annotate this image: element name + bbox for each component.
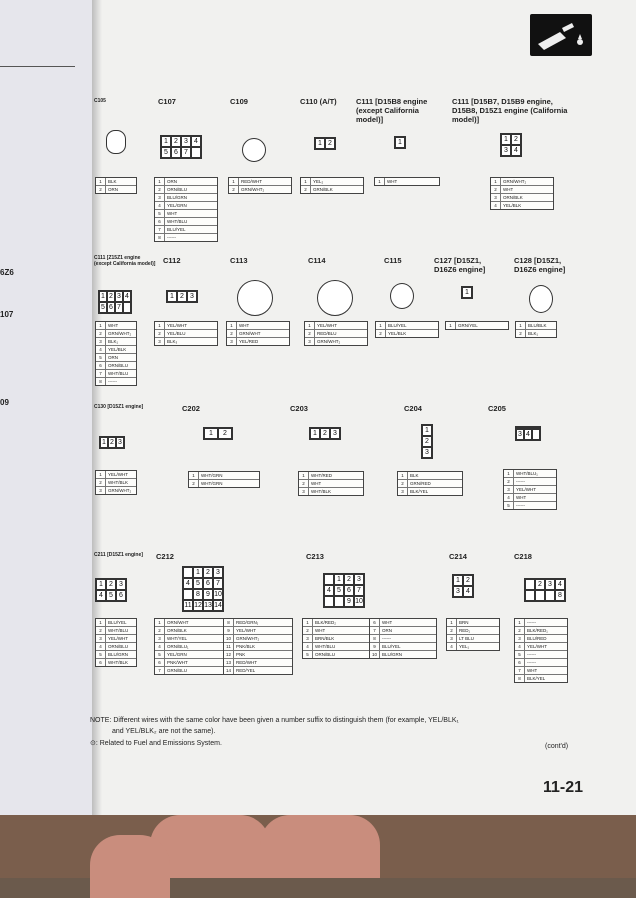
c202-wire-table bbox=[188, 471, 260, 488]
table-row: 13 RED/WHT bbox=[224, 659, 292, 667]
c218-connector: 2 3 4 8 bbox=[524, 578, 566, 602]
c112-title: C112 bbox=[163, 256, 181, 265]
c115-title: C115 bbox=[384, 256, 402, 265]
table-row: 3 YEL/WHT bbox=[96, 635, 136, 643]
table-row: 9 BLU/YEL bbox=[370, 643, 436, 651]
left-page-label-2: 107 bbox=[0, 310, 14, 319]
table-row: 2 YEL/BLU bbox=[155, 330, 217, 338]
table-row: 6 WHT/BLU bbox=[155, 218, 217, 226]
table-row: 1 ------ bbox=[515, 619, 567, 627]
table-row: 1 BRN bbox=[447, 619, 499, 627]
table-row: 4 WHT/BLU bbox=[303, 643, 369, 651]
c211-connector: 1 2 3 4 5 6 bbox=[95, 578, 127, 602]
table-row: 11 PNK/BLK bbox=[224, 643, 292, 651]
note-line-2: and YEL/BLK₂ are not the same). bbox=[112, 728, 216, 735]
table-row: 2 GRN/WHT₂ bbox=[96, 330, 136, 338]
table-row: 3 BLU/RED bbox=[515, 635, 567, 643]
c115-wire-table bbox=[375, 321, 439, 338]
c211-wire-table bbox=[95, 618, 137, 667]
table-row: 2 WHT/BLK bbox=[96, 479, 136, 487]
table-row: 2 RED/BLU bbox=[305, 330, 367, 338]
c128-connector bbox=[529, 285, 553, 313]
c218-wire-table bbox=[514, 618, 568, 683]
table-row: 4 ORN/BLU bbox=[96, 643, 136, 651]
table-row: 1 GRN/YEL bbox=[446, 322, 508, 329]
table-row: 2 BLK₁ bbox=[516, 330, 556, 337]
table-row: 1 BLK bbox=[96, 178, 136, 186]
c128-title: C128 [D15Z1, D16Z6 engine] bbox=[514, 256, 566, 274]
table-row: 1 WHT bbox=[375, 178, 439, 185]
c130-title: C130 [D15Z1 engine] bbox=[94, 404, 144, 410]
table-row: 3 YEL/WHT bbox=[504, 486, 556, 494]
left-page-rule bbox=[0, 66, 75, 67]
table-row: 2 GRN/RED bbox=[398, 480, 462, 488]
c211-title: C211 [D15Z1 engine] bbox=[94, 552, 143, 558]
table-row: 8 ------ bbox=[155, 234, 217, 241]
table-row: 5 YEL/GRN bbox=[155, 651, 223, 659]
table-row: 6 WHT/BLK bbox=[96, 659, 136, 666]
table-row: 8 ------ bbox=[370, 635, 436, 643]
table-row: 3 BRN/BLK bbox=[303, 635, 369, 643]
table-row: 7 GRN/BLU bbox=[155, 667, 223, 674]
table-row: 3 BLU/GRN bbox=[155, 194, 217, 202]
table-row: 1 YEL₂ bbox=[301, 178, 363, 186]
table-row: 8 ------ bbox=[96, 378, 136, 385]
table-row: 1 BLU/YEL bbox=[96, 619, 136, 627]
c203-title: C203 bbox=[290, 404, 308, 413]
table-row: 3 ORN/BLK bbox=[491, 194, 553, 202]
note-line-1: NOTE: Different wires with the same color have been given a number suffix to distinguish them (for example, YEL/BLK₁ bbox=[90, 717, 459, 724]
finger-shape bbox=[90, 835, 170, 898]
table-row: 1 YEL/WHT bbox=[96, 471, 136, 479]
c127-wire-table bbox=[445, 321, 509, 330]
table-row: 1 YEL/WHT bbox=[155, 322, 217, 330]
table-row: 3 LT BLU bbox=[447, 635, 499, 643]
c111b-title: C111 [D15B7, D15B9 engine, D15B8, D15Z1 engine (California model)] bbox=[452, 97, 568, 124]
c204-wire-table bbox=[397, 471, 463, 496]
c111a-wire-table bbox=[374, 177, 440, 186]
c109-wire-table bbox=[228, 177, 292, 194]
c105-title: C105 bbox=[94, 98, 106, 104]
table-row: 2 ORN/BLU bbox=[155, 186, 217, 194]
table-row: 9 YEL/WHT bbox=[224, 627, 292, 635]
table-row: 7 BLU/YEL bbox=[155, 226, 217, 234]
table-row: 2 ORN bbox=[96, 186, 136, 193]
table-row: 2 GRN/WHT bbox=[227, 330, 289, 338]
table-row: 6 WHT bbox=[370, 619, 436, 627]
c111b-wire-table bbox=[490, 177, 554, 210]
table-row: 1 ORN/WHT bbox=[155, 619, 223, 627]
table-row: 1 WHT/RED bbox=[299, 472, 363, 480]
left-page-label-1: 6Z6 bbox=[0, 268, 14, 277]
table-row: 2 WHT bbox=[491, 186, 553, 194]
table-row: 2 YEL/BLK bbox=[376, 330, 438, 337]
table-row: 4 YEL/BLK bbox=[491, 202, 553, 209]
table-row: 3 WHT/BLK bbox=[299, 488, 363, 495]
table-row: 1 YEL/WHT bbox=[305, 322, 367, 330]
table-row: 2 WHT/GRN bbox=[189, 480, 259, 487]
table-row: 5 BLU/GRN bbox=[96, 651, 136, 659]
c111a-title: C111 [D15B8 engine (except California model)] bbox=[356, 97, 428, 124]
c110-title: C110 (A/T) bbox=[300, 97, 337, 106]
c109-connector bbox=[242, 138, 266, 162]
finger-shape bbox=[260, 815, 380, 878]
c205-title: C205 bbox=[488, 404, 506, 413]
c202-connector: 1 2 bbox=[203, 427, 233, 440]
c111c-title: C111 [Z15Z1 engine (except California model)] bbox=[94, 255, 156, 267]
c111b-connector: 1 2 3 4 bbox=[500, 133, 522, 157]
table-row: 6 ------ bbox=[515, 659, 567, 667]
table-row: 1 BLU/YEL bbox=[376, 322, 438, 330]
table-row: 1 BLK bbox=[398, 472, 462, 480]
c112-wire-table bbox=[154, 321, 218, 346]
continued-label: (cont'd) bbox=[545, 743, 569, 750]
table-row: 3 GRN/WHT₂ bbox=[96, 487, 136, 494]
c218-title: C218 bbox=[514, 552, 532, 561]
table-row: 2 GRN/WHT₂ bbox=[229, 186, 291, 193]
c113-title: C113 bbox=[230, 256, 248, 265]
manual-page bbox=[92, 0, 636, 835]
table-row: 3 BLK₁ bbox=[96, 338, 136, 346]
table-row: 5 ------ bbox=[515, 651, 567, 659]
table-row: 2 WHT/BLU bbox=[96, 627, 136, 635]
table-row: 4 ORN/BLU₁ bbox=[155, 643, 223, 651]
c110-wire-table bbox=[300, 177, 364, 194]
c212-title: C212 bbox=[156, 552, 174, 561]
c111c-connector: 1 2 3 4 5 6 7 bbox=[98, 290, 132, 314]
table-row: 8 RED/GRN₁ bbox=[224, 619, 292, 627]
c213-wire-table-right bbox=[369, 618, 437, 659]
left-page-label-3: 09 bbox=[0, 398, 9, 407]
c204-connector: 1 2 3 bbox=[421, 424, 433, 459]
table-row: 7 WHT/BLU bbox=[96, 370, 136, 378]
table-row: 2 ------ bbox=[504, 478, 556, 486]
c203-wire-table bbox=[298, 471, 364, 496]
c130-connector: 1 2 3 bbox=[99, 436, 125, 449]
table-row: 1 WHT/GRN bbox=[189, 472, 259, 480]
page-gutter bbox=[92, 0, 102, 835]
page-number: 11-21 bbox=[543, 779, 584, 796]
c109-title: C109 bbox=[230, 97, 248, 106]
table-row: 5 ORN bbox=[96, 354, 136, 362]
table-row: 1 WHT bbox=[227, 322, 289, 330]
c114-title: C114 bbox=[308, 256, 326, 265]
c214-title: C214 bbox=[449, 552, 467, 561]
fuel-system-icon bbox=[530, 14, 592, 56]
table-row: 10 BLU/GRN bbox=[371, 652, 403, 657]
table-row: 1 BLU/BLK bbox=[516, 322, 556, 330]
c212-wire-table-left bbox=[154, 618, 224, 675]
c130-wire-table bbox=[95, 470, 137, 495]
c111a-connector: 1 bbox=[394, 136, 406, 149]
c205-connector: 3 4 bbox=[515, 426, 541, 441]
table-row: 3 BLK/YEL bbox=[398, 488, 462, 495]
c115-connector bbox=[390, 283, 414, 309]
table-row: 5 ------ bbox=[504, 502, 556, 509]
table-row: 10 GRN/WHT₂ bbox=[224, 635, 292, 643]
table-row: 2 WHT bbox=[303, 627, 369, 635]
c112-connector: 1 2 3 bbox=[166, 290, 198, 303]
c107-title: C107 bbox=[158, 97, 176, 106]
table-row: 3 BLK₃ bbox=[155, 338, 217, 345]
c127-title: C127 [D15Z1, D16Z6 engine] bbox=[434, 256, 486, 274]
c202-title: C202 bbox=[182, 404, 200, 413]
table-row: 5 WHT bbox=[155, 210, 217, 218]
table-row: 5 ORN/BLU bbox=[303, 651, 369, 658]
table-row: 7 WHT bbox=[515, 667, 567, 675]
table-row: 2 GRN/BLK bbox=[301, 186, 363, 193]
c213-wire-table-left bbox=[302, 618, 370, 659]
c105-connector bbox=[106, 130, 126, 154]
c212-wire-table-right bbox=[223, 618, 293, 675]
c110-connector: 1 2 bbox=[314, 137, 336, 150]
c113-connector bbox=[237, 280, 273, 316]
table-row: 4 WHT bbox=[504, 494, 556, 502]
c111c-wire-table bbox=[95, 321, 137, 386]
table-row: 6 PNK/WHT bbox=[155, 659, 223, 667]
c113-wire-table bbox=[226, 321, 290, 346]
table-row: 14 RED/YEL bbox=[225, 668, 256, 673]
table-row: 1 WHT/BLU₁ bbox=[504, 470, 556, 478]
table-row: 3 GRN/WHT₂ bbox=[305, 338, 367, 345]
table-row: 4 YEL₁ bbox=[447, 643, 499, 650]
table-row: 2 ORN/BLK bbox=[155, 627, 223, 635]
table-row: 1 BLK/RED₂ bbox=[303, 619, 369, 627]
c107-connector: 1 2 3 4 5 6 7 bbox=[160, 135, 202, 159]
table-row: 2 RED₁ bbox=[447, 627, 499, 635]
table-row: 2 WHT bbox=[299, 480, 363, 488]
c114-connector bbox=[317, 280, 353, 316]
c213-title: C213 bbox=[306, 552, 324, 561]
c214-wire-table bbox=[446, 618, 500, 651]
table-row: 2 BLK/RED₁ bbox=[515, 627, 567, 635]
table-row: 3 WHT/YEL bbox=[155, 635, 223, 643]
table-row: 4 YEL/BLK bbox=[96, 346, 136, 354]
table-row: 8 BLK/YEL bbox=[515, 675, 567, 682]
table-row: 12 PNK bbox=[224, 651, 292, 659]
c203-connector: 1 2 3 bbox=[309, 427, 341, 440]
c205-wire-table bbox=[503, 469, 557, 510]
table-row: 7 ORN bbox=[370, 627, 436, 635]
left-page bbox=[0, 0, 96, 820]
c204-title: C204 bbox=[404, 404, 422, 413]
table-row: 3 YEL/RED bbox=[227, 338, 289, 345]
table-row: 6 ORN/BLU bbox=[96, 362, 136, 370]
table-row: 4 YEL/WHT bbox=[515, 643, 567, 651]
c127-connector: 1 bbox=[461, 286, 473, 299]
c212-connector: 1 2 3 4 5 6 7 8 9 10 11 12 13 14 bbox=[182, 566, 224, 612]
c107-wire-table bbox=[154, 177, 218, 242]
table-row: 1 WHT bbox=[96, 322, 136, 330]
note-line-3: ⊙: Related to Fuel and Emissions System. bbox=[90, 740, 222, 747]
c213-connector: 1 2 3 4 5 6 7 9 10 bbox=[323, 573, 365, 608]
c105-wire-table bbox=[95, 177, 137, 194]
table-row: 4 YEL/GRN bbox=[155, 202, 217, 210]
c114-wire-table bbox=[304, 321, 368, 346]
table-row: 1 ORN bbox=[155, 178, 217, 186]
c214-connector: 1 2 3 4 bbox=[452, 574, 474, 598]
c128-wire-table bbox=[515, 321, 557, 338]
hand-photo bbox=[0, 815, 636, 878]
table-row: 1 GRN/WHT₂ bbox=[491, 178, 553, 186]
table-row: 1 RED/WHT bbox=[229, 178, 291, 186]
